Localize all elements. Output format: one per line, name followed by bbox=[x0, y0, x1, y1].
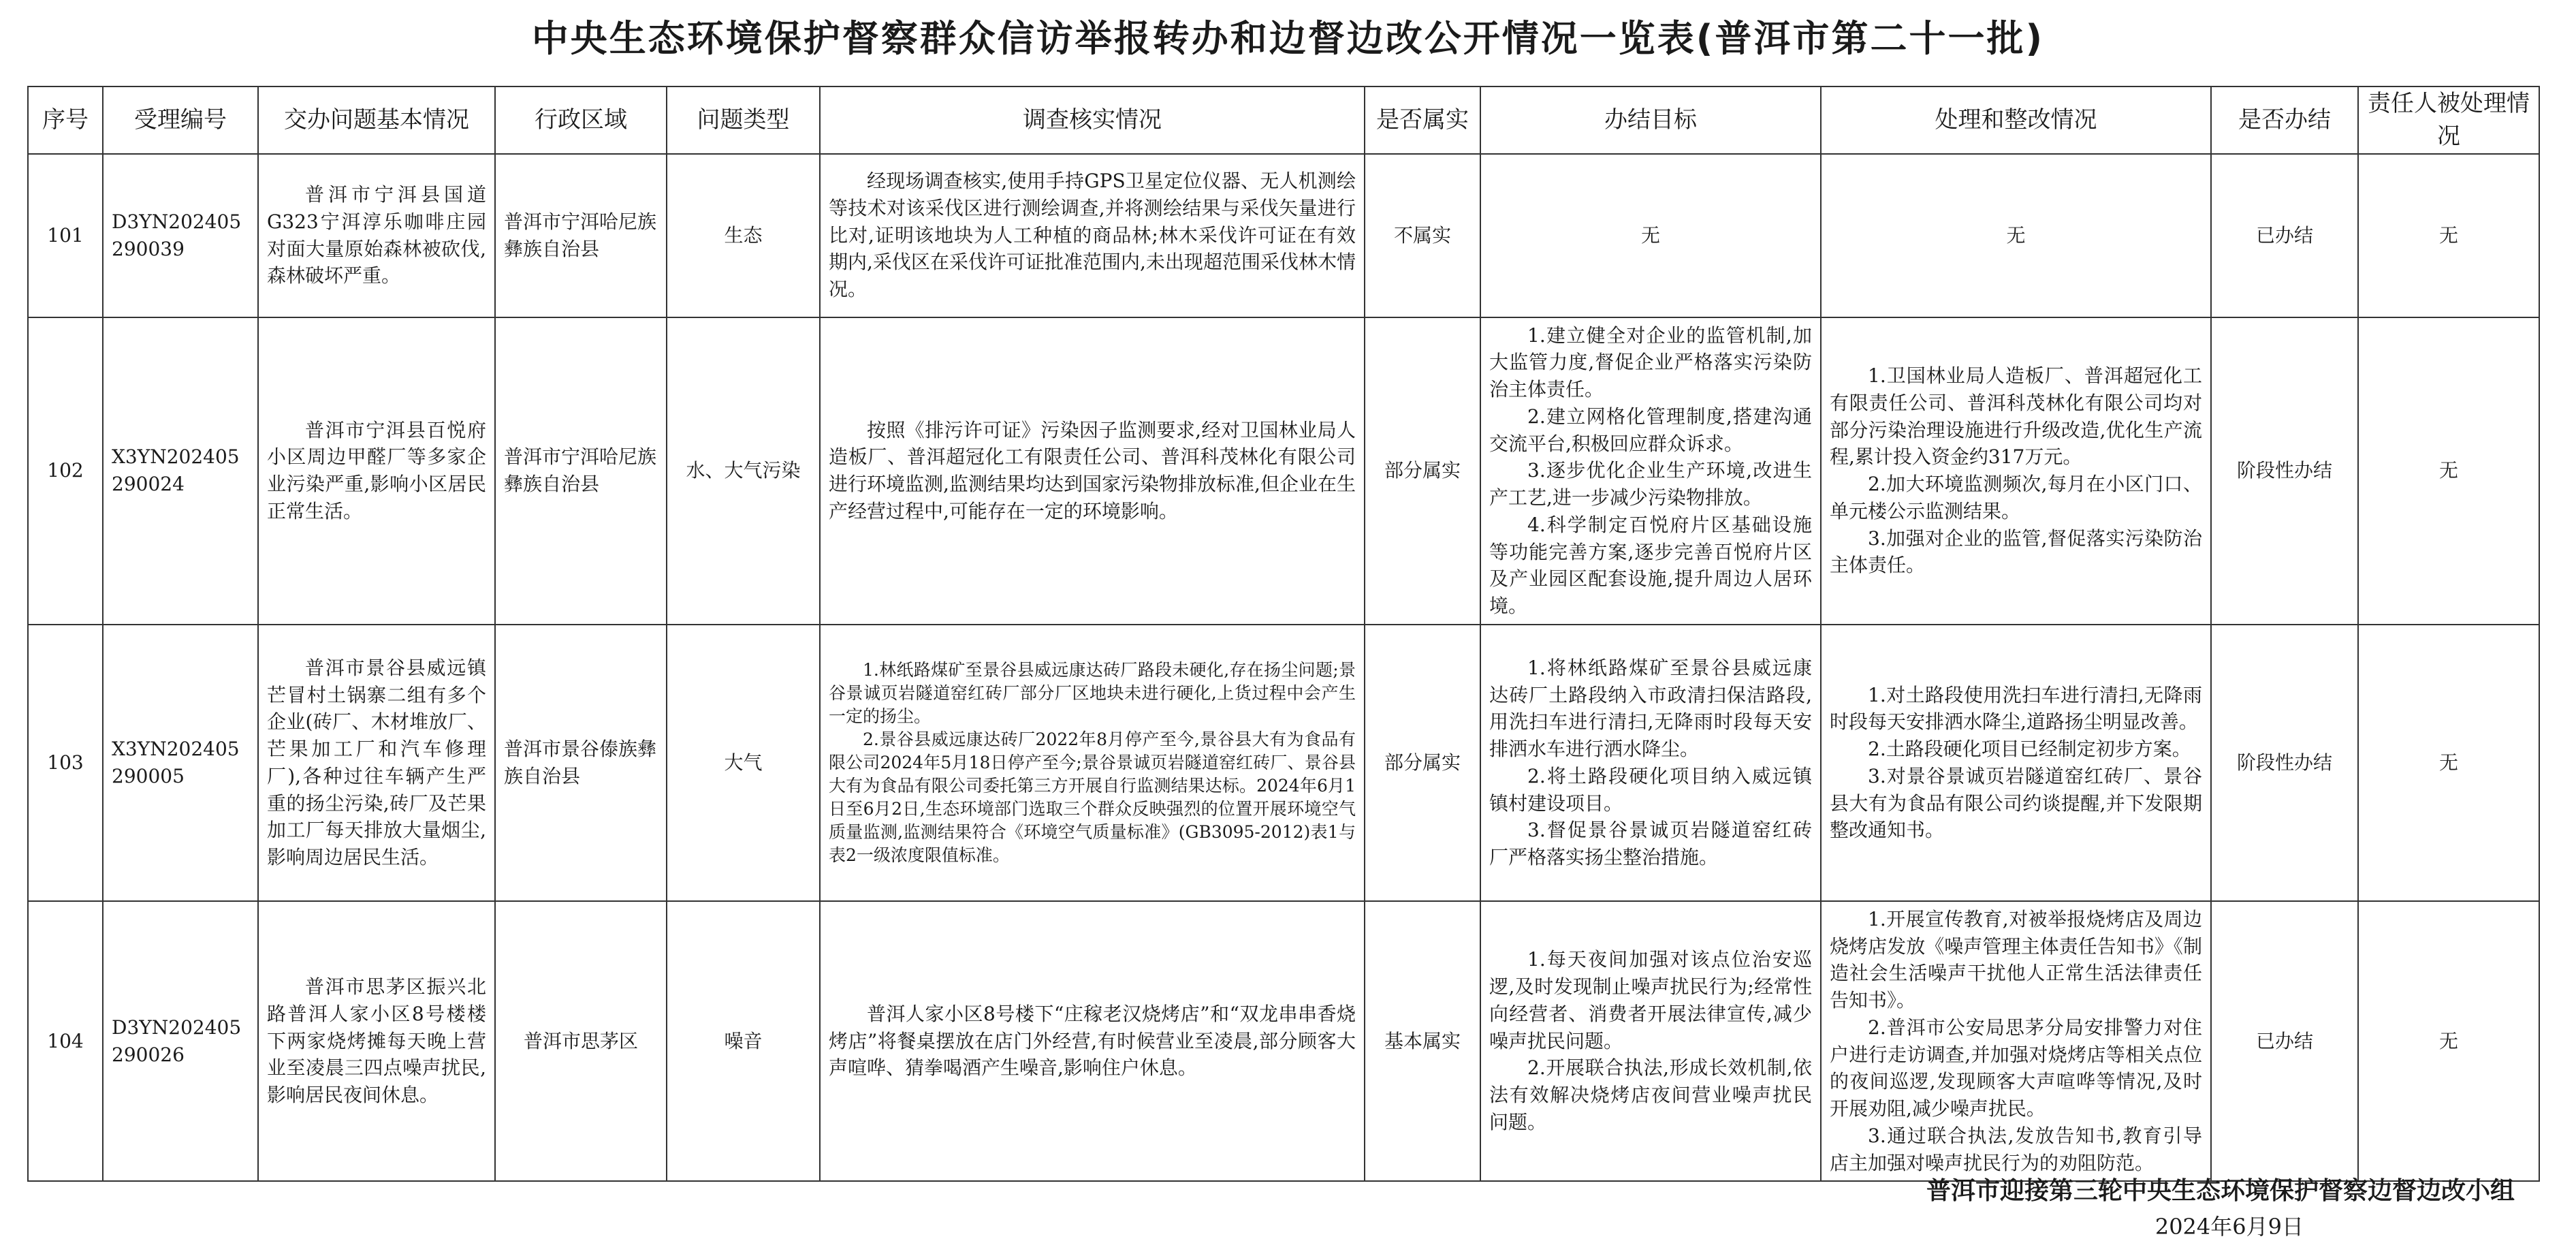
cell-goal bbox=[1480, 901, 1821, 1182]
cell-type: 生态 bbox=[667, 154, 820, 317]
cell-closed: 阶段性办结 bbox=[2211, 625, 2358, 901]
cell-id: D3YN202405290026 bbox=[103, 901, 258, 1182]
cell-id: X3YN202405290005 bbox=[103, 625, 258, 901]
cell-region: 普洱市宁洱哈尼族彝族自治县 bbox=[495, 154, 667, 317]
cell-problem bbox=[258, 901, 495, 1182]
handling-item: 1.开展宣传教育,对被举报烧烤店及周边烧烤店发放《噪声管理主体责任告知书》《制造社会生活噪声干扰他人正常生活法律责任告知书》。 bbox=[1830, 907, 2202, 1012]
handling-item: 3.加强对企业的监管,督促落实污染防治主体责任。 bbox=[1830, 527, 2202, 577]
cell-no: 104 bbox=[28, 901, 103, 1182]
header-problem: 交办问题基本情况 bbox=[258, 87, 495, 154]
cell-goal bbox=[1480, 317, 1821, 625]
header-investigation: 调查核实情况 bbox=[820, 87, 1365, 154]
header-punish: 责任人被处理情况 bbox=[2358, 87, 2539, 154]
table-row bbox=[28, 317, 2539, 625]
header-no: 序号 bbox=[28, 87, 103, 154]
goal-item: 1.建立健全对企业的监管机制,加大监管力度,督促企业严格落实污染防治主体责任。 bbox=[1489, 324, 1812, 401]
table-row bbox=[28, 154, 2539, 317]
header-id: 受理编号 bbox=[103, 87, 258, 154]
handling-item: 3.通过联合执法,发放告知书,教育引导店主加强对噪声扰民行为的劝阻防范。 bbox=[1830, 1124, 2202, 1174]
investigation-text: 经现场调查核实,使用手持GPS卫星定位仪器、无人机测绘等技术对该采伐区进行测绘调查,并将测绘结果与采伐矢量进行比对,证明该地块为人工种植的商品林;林木采伐许可证在有效期内,采伐区在采伐许可证批准范围内,未出现超范围采伐林木情况。 bbox=[829, 170, 1356, 301]
cell-investigation bbox=[820, 901, 1365, 1182]
footer-date: 2024年6月9日 bbox=[2154, 1214, 2304, 1240]
problem-text: 普洱市思茅区振兴北路普洱人家小区8号楼楼下两家烧烤摊每天晚上营业至凌晨三四点噪声扰民,影响居民夜间休息。 bbox=[267, 975, 486, 1107]
cell-handling: 无 bbox=[1821, 154, 2211, 317]
handling-item: 1.对土路段使用洗扫车进行清扫,无降雨时段每天安排洒水降尘,道路扬尘明显改善。 bbox=[1830, 683, 2202, 734]
investigation-text: 按照《排污许可证》污染因子监测要求,经对卫国林业局人造板厂、普洱超冠化工有限责任公司、普洱科茂林化有限公司进行环境监测,监测结果均达到国家污染物排放标准,但企业在生产经营过程中,可能存在一定的环境影响。 bbox=[829, 418, 1356, 522]
cell-punish: 无 bbox=[2358, 901, 2539, 1182]
cell-id: X3YN202405290024 bbox=[103, 317, 258, 625]
problem-text: 普洱市景谷县威远镇芒冒村土锅寨二组有多个企业(砖厂、木材堆放厂、芒果加工厂和汽车修理厂),各种过往车辆产生严重的扬尘污染,砖厂及芒果加工厂每天排放大量烟尘,影响周边居民生活。 bbox=[267, 656, 486, 869]
cell-goal: 无 bbox=[1480, 154, 1821, 317]
header-handling: 处理和整改情况 bbox=[1821, 87, 2211, 154]
investigation-text: 普洱人家小区8号楼下“庄稼老汉烧烤店”和“双龙串串香烧烤店”将餐桌摆放在店门外经营,有时候营业至凌晨,部分顾客大声喧哗、猜拳喝酒产生噪音,影响住户休息。 bbox=[829, 1002, 1356, 1080]
cell-closed: 阶段性办结 bbox=[2211, 317, 2358, 625]
disclosure-table bbox=[27, 86, 2540, 1182]
header-closed: 是否办结 bbox=[2211, 87, 2358, 154]
handling-item: 3.对景谷景诚页岩隧道窑红砖厂、景谷县大有为食品有限公司约谈提醒,并下发限期整改通知书。 bbox=[1830, 764, 2202, 842]
header-type: 问题类型 bbox=[667, 87, 820, 154]
header-goal: 办结目标 bbox=[1480, 87, 1821, 154]
handling-item: 1.卫国林业局人造板厂、普洱超冠化工有限责任公司、普洱科茂林化有限公司均对部分污染治理设施进行升级改造,优化生产流程,累计投入资金约317万元。 bbox=[1830, 364, 2202, 469]
cell-punish: 无 bbox=[2358, 625, 2539, 901]
footer-organization: 普洱市迎接第三轮中央生态环境保护督察边督边改小组 bbox=[1926, 1177, 2515, 1205]
cell-id: D3YN202405290039 bbox=[103, 154, 258, 317]
cell-type: 水、大气污染 bbox=[667, 317, 820, 625]
goal-item: 2.开展联合执法,形成长效机制,依法有效解决烧烤店夜间营业噪声扰民问题。 bbox=[1489, 1056, 1812, 1133]
header-verified: 是否属实 bbox=[1365, 87, 1480, 154]
cell-verified: 部分属实 bbox=[1365, 625, 1480, 901]
cell-closed: 已办结 bbox=[2211, 901, 2358, 1182]
cell-problem bbox=[258, 625, 495, 901]
cell-punish: 无 bbox=[2358, 154, 2539, 317]
cell-handling bbox=[1821, 317, 2211, 625]
cell-problem bbox=[258, 317, 495, 625]
investigation-text: 1.林纸路煤矿至景谷县威远康达砖厂路段未硬化,存在扬尘问题;景谷景诚页岩隧道窑红砖厂部分厂区地块未进行硬化,上货过程中会产生一定的扬尘。 bbox=[829, 659, 1356, 726]
investigation-text: 2.景谷县威远康达砖厂2022年8月停产至今,景谷县大有为食品有限公司2024年5月18日停产至今;景谷景诚页岩隧道窑红砖厂、景谷县大有为食品有限公司委托第三方开展自行监测结果达标。2024年6月1日至6月2日,生态环境部门选取三个群众反映强烈的位置开展环境空气质量监测,监测结果符合《环境空气质量标准》(GB3095-2012)表1与表2一级浓度限值标准。 bbox=[829, 729, 1356, 865]
goal-item: 3.督促景谷景诚页岩隧道窑红砖厂严格落实扬尘整治措施。 bbox=[1489, 819, 1812, 869]
goal-item: 3.逐步优化企业生产环境,改进生产工艺,进一步减少污染物排放。 bbox=[1489, 459, 1812, 509]
cell-type: 噪音 bbox=[667, 901, 820, 1182]
cell-type: 大气 bbox=[667, 625, 820, 901]
cell-no: 103 bbox=[28, 625, 103, 901]
cell-region: 普洱市景谷傣族彝族自治县 bbox=[495, 625, 667, 901]
cell-region: 普洱市思茅区 bbox=[495, 901, 667, 1182]
table-row bbox=[28, 625, 2539, 901]
cell-investigation bbox=[820, 154, 1365, 317]
goal-item: 1.将林纸路煤矿至景谷县威远康达砖厂土路段纳入市政清扫保洁路段,用洗扫车进行清扫,无降雨时段每天安排洒水车进行洒水降尘。 bbox=[1489, 656, 1812, 761]
cell-region: 普洱市宁洱哈尼族彝族自治县 bbox=[495, 317, 667, 625]
cell-handling bbox=[1821, 625, 2211, 901]
goal-item: 2.建立网格化管理制度,搭建沟通交流平台,积极回应群众诉求。 bbox=[1489, 405, 1812, 455]
header-row bbox=[28, 87, 2539, 154]
header-region: 行政区域 bbox=[495, 87, 667, 154]
page-title: 中央生态环境保护督察群众信访举报转办和边督边改公开情况一览表(普洱市第二十一批) bbox=[531, 17, 2045, 60]
cell-verified: 不属实 bbox=[1365, 154, 1480, 317]
cell-handling bbox=[1821, 901, 2211, 1182]
cell-no: 101 bbox=[28, 154, 103, 317]
cell-investigation bbox=[820, 625, 1365, 901]
handling-item: 2.土路段硬化项目已经制定初步方案。 bbox=[1868, 738, 2191, 761]
goal-item: 1.每天夜间加强对该点位治安巡逻,及时发现制止噪声扰民行为;经常性向经营者、消费者开展法律宣传,减少噪声扰民问题。 bbox=[1489, 948, 1812, 1052]
handling-item: 2.加大环境监测频次,每月在小区门口、单元楼公示监测结果。 bbox=[1830, 473, 2202, 522]
cell-investigation bbox=[820, 317, 1365, 625]
cell-goal bbox=[1480, 625, 1821, 901]
table-row bbox=[28, 901, 2539, 1182]
goal-item: 4.科学制定百悦府片区基础设施等功能完善方案,逐步完善百悦府片区及产业园区配套设施,提升周边人居环境。 bbox=[1489, 513, 1812, 618]
cell-problem bbox=[258, 154, 495, 317]
handling-item: 2.普洱市公安局思茅分局安排警力对住户进行走访调查,并加强对烧烤店等相关点位的夜间巡逻,发现顾客大声喧哗等情况,及时开展劝阻,减少噪声扰民。 bbox=[1830, 1016, 2202, 1120]
cell-verified: 部分属实 bbox=[1365, 317, 1480, 625]
cell-no: 102 bbox=[28, 317, 103, 625]
cell-verified: 基本属实 bbox=[1365, 901, 1480, 1182]
cell-punish: 无 bbox=[2358, 317, 2539, 625]
problem-text: 普洱市宁洱县百悦府小区周边甲醛厂等多家企业污染严重,影响小区居民正常生活。 bbox=[267, 418, 486, 522]
problem-text: 普洱市宁洱县国道G323宁洱淳乐咖啡庄园对面大量原始森林被砍伐,森林破坏严重。 bbox=[267, 183, 486, 287]
cell-closed: 已办结 bbox=[2211, 154, 2358, 317]
goal-item: 2.将土路段硬化项目纳入威远镇镇村建设项目。 bbox=[1489, 764, 1812, 815]
